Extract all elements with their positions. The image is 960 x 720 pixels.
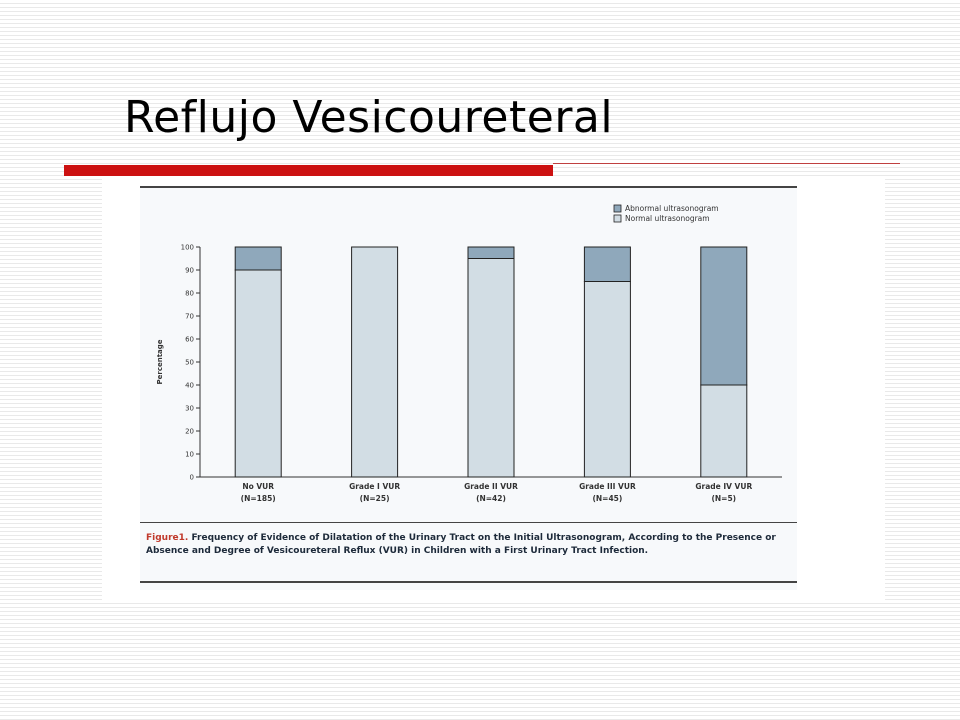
y-tick-label: 40 (185, 381, 194, 390)
y-tick-label: 60 (185, 335, 194, 344)
x-tick-label: Grade II VUR (464, 482, 518, 491)
y-tick-label: 90 (185, 266, 194, 275)
caption-label: Figure1. (146, 533, 189, 543)
bar-abnormal (468, 247, 514, 259)
x-tick-label: Grade I VUR (349, 482, 401, 491)
figure-bottom-rule (140, 581, 797, 583)
caption-text: Frequency of Evidence of Dilatation of the Urinary Tract on the Initial Ultrasonogram, According to the Presence or Absence and Degree of Vesicoureteral Reflux (VUR) in Children with a First Urinary Tract Infection. (146, 533, 776, 556)
y-tick-label: 100 (180, 243, 194, 252)
bar-abnormal (235, 247, 281, 270)
x-tick-label: No VUR (242, 482, 275, 491)
y-tick-label: 30 (185, 404, 194, 413)
bar-normal (584, 282, 630, 478)
bar-normal (352, 247, 398, 477)
slide-title: Reflujo Vesicoureteral (124, 92, 614, 143)
stacked-bar-chart (102, 178, 885, 523)
x-tick-label: (N=25) (359, 494, 390, 503)
y-axis-label: Percentage (156, 339, 164, 385)
y-tick-label: 0 (189, 473, 194, 482)
bar-abnormal (584, 247, 630, 282)
bar-abnormal (701, 247, 747, 385)
x-tick-label: Grade IV VUR (695, 482, 753, 491)
legend-swatch (614, 205, 621, 212)
x-tick-label: Grade III VUR (579, 482, 636, 491)
x-tick-label: (N=45) (592, 494, 623, 503)
x-tick-label: (N=42) (476, 494, 506, 503)
legend-label: Normal ultrasonogram (625, 214, 710, 223)
legend-label: Abnormal ultrasonogram (625, 204, 719, 213)
x-tick-label: (N=185) (240, 494, 276, 503)
y-tick-label: 50 (185, 358, 194, 367)
figure-panel (102, 178, 885, 602)
legend-swatch (614, 215, 621, 222)
bar-normal (701, 385, 747, 477)
title-underline-bar (64, 165, 553, 176)
y-tick-label: 70 (185, 312, 194, 321)
y-tick-label: 20 (185, 427, 194, 436)
title-underline-line (553, 163, 900, 164)
y-tick-label: 80 (185, 289, 194, 298)
figure-caption (146, 532, 794, 558)
bar-normal (235, 270, 281, 477)
x-tick-label: (N=5) (711, 494, 737, 503)
bar-normal (468, 259, 514, 478)
y-tick-label: 10 (185, 450, 194, 459)
